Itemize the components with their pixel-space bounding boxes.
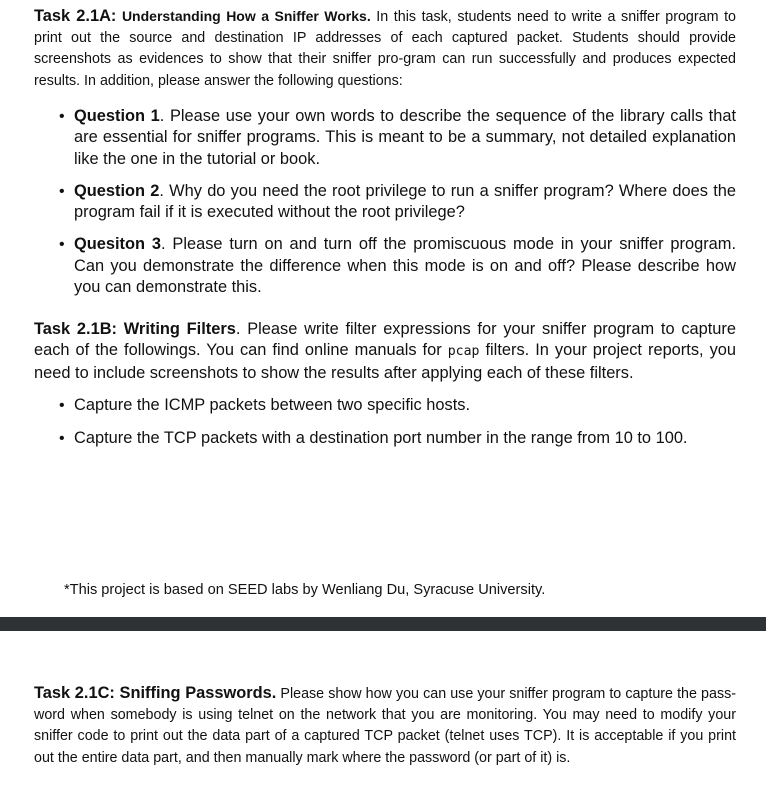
question-text: . Please use your own words to describe the sequence of the library calls that are essential for sniffer programs. This is meant to be a summary, not detailed explanation like the one in the tutorial or book.: [74, 107, 737, 168]
footnote: *This project is based on SEED labs by Wenliang Du, Syracuse University.: [64, 582, 546, 598]
question-item: [34, 234, 736, 298]
filter-list: [34, 395, 736, 462]
filter-item: • Capture the ICMP packets between two specific hosts.: [34, 395, 736, 416]
task-2-1b-heading: Task 2.1B: Writing Filters: [34, 320, 236, 338]
question-label: Question 2: [74, 181, 160, 200]
pcap-code: pcap: [447, 344, 480, 360]
question-item: [34, 106, 736, 170]
task-2-1a-body: In this task, students need to write a sniffer program to print out the source and destination IP addresses of each captured packet. Students should provide screenshots as evidences to show that their sniffer pro-gram can run successfully and produces expected results. In addition, please answer the following questions:: [34, 9, 736, 89]
question-list: [34, 106, 736, 309]
task-2-1b-body-start: . Please write filter expressions for your sniffer program to capture each of the followings. You can find online manuals for: [34, 320, 736, 360]
question-label: Quesiton 3: [74, 235, 161, 254]
question-text: . Why do you need the root privilege to run a sniffer program? Where does the program fail if it is executed without the root privilege?: [74, 181, 736, 222]
task-2-1a-title: Understanding How a Sniffer Works.: [121, 8, 371, 24]
page-separator: [0, 617, 766, 631]
task-2-1c-heading: Task 2.1C: Sniffing Passwords.: [34, 684, 277, 702]
task-2-1b-paragraph: [34, 319, 736, 384]
task-2-1a-label: Task 2.1A:: [34, 7, 117, 25]
task-2-1c-body: Please show how you can use your sniffer program to capture the pass-word when somebody is using telnet on the network that you are monitoring. You may need to modify your sniffer code to print out the data part of a captured TCP packet (telnet uses TCP). It is acceptable if you print out the entire data part, and then manually mark where the password (or part of it) is.: [34, 686, 736, 766]
task-2-1c-paragraph: [34, 683, 736, 769]
filter-item: • Capture the TCP packets with a destination port number in the range from 10 to 100.: [34, 428, 736, 449]
task-2-1b-body-end: filters. In your project reports, you need to include screenshots to show the results after applying each of these filters.: [34, 341, 737, 382]
task-2-1a-paragraph: [34, 6, 736, 92]
document-page-2: [0, 631, 766, 810]
question-text: . Please turn on and turn off the promiscuous mode in your sniffer program. Can you demonstrate the difference when this mode is on and off? Please describe how you can demonstrate this.: [74, 235, 736, 297]
question-label: Question 1: [74, 107, 160, 125]
question-item: [34, 181, 736, 224]
